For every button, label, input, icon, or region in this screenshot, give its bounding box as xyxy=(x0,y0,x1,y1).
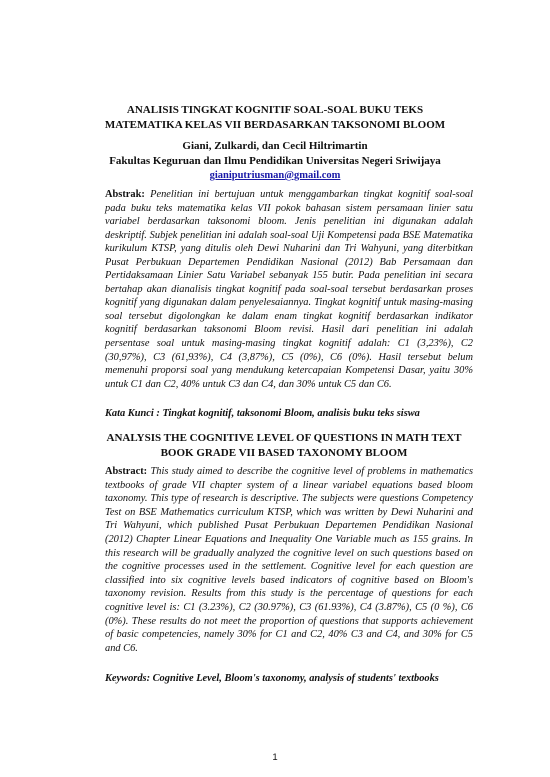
abstract-en-text: This study aimed to describe the cognitive level of problems in mathematics textbooks of grade VII chapter system of a linear variabel equations based bloom taxonomy. This type of research is descriptive. The subjects were questions Competency Test on BSE Mathematics curriculum KTSP, which was written by Dewi Nuharini and Tri Wahyuni, which published Pusat Perbukuan Departemen Pendidikan Nasional (2012) Chapter Linear Equations and Inequality One Variable much as 155 grains. In this research will be gradually analyzed the cognitive level on such questions based on the cognitive processes used in the settlement. Cognitive level for each question are classified into six cognitive levels based indicators of cognitive based on Bloom's taxonomy revision. Results from this study is the percentage of questions for each cognitive level is: C1 (3.23%), C2 (30.97%), C3 (61.93%), C4 (3.87%), C5 (0 %), C6 (0%). These results do not meet the proportion of questions that supports achievement of basic competencies, namely 30% for C1 and C2, 40% C3 and C4, and 30% for C5 and C6. xyxy=(105,466,473,654)
author-block xyxy=(95,139,455,169)
title-line-2: MATEMATIKA KELAS VII BERDASARKAN TAKSONOMI BLOOM xyxy=(104,119,446,131)
paper-title xyxy=(95,103,455,133)
keywords-indonesian: Kata Kunci : Tingkat kognitif, taksonomi Bloom, analisis buku teks siswa xyxy=(105,408,420,419)
english-title-line-2: BOOK GRADE VII BASED TAXONOMY BLOOM xyxy=(160,447,408,459)
author-affiliation: Fakultas Keguruan dan Ilmu Pendidikan Universitas Negeri Sriwijaya xyxy=(109,155,441,167)
abstract-indonesian xyxy=(105,188,473,391)
page-number: 1 xyxy=(272,752,278,763)
abstract-en-label xyxy=(105,466,147,477)
keywords-english: Keywords: Cognitive Level, Bloom's taxonomy, analysis of students' textbooks xyxy=(105,673,439,684)
english-title xyxy=(95,431,473,461)
abstract-english xyxy=(105,465,473,655)
title-line-1: ANALISIS TINGKAT KOGNITIF SOAL-SOAL BUKU TEKS xyxy=(126,104,424,116)
abstract-en-label-colon: : xyxy=(143,466,148,477)
author-names: Giani, Zulkardi, dan Cecil Hiltrimartin xyxy=(182,140,368,152)
abstract-text: Penelitian ini bertujuan untuk menggambarkan tingkat kognitif soal-soal pada buku teks matematika kelas VII pokok bahasan sistem persamaan linier satu variabel berdasarkan taksonomi bloom. Jenis penelitian ini digunakan adalah deskriptif. Subjek penelitian ini adalah soal-soal Uji Kompetensi pada BSE Matematika kurikulum KTSP, yang ditulis oleh Dewi Nuharini dan Tri Wahyuni, yang diterbitkan Pusat Perbukuan Departemen Pendidikan Nasional (2012) Bab Persamaan dan Pertidaksamaan Linier Satu Variabel sebanyak 155 butir. Pada penelitian ini secara bertahap akan dianalisis tingkat kognitif pada soal-soal tersebut berdasarkan proses kognitif yang digunakan dalam penyelesaiannya. Tingkat kognitif untuk masing-masing soal tersebut digolongkan ke dalam enam tingkat kognitif berdasarkan indikator kognitif berdasarkan taksonomi Bloom revisi. Hasil dari penelitian ini adalah persentase soal untuk masing-masing tingkat kognitif adalah: C1 (3,23%), C2 (30,97%), C3 (61,93%), C4 (3,87%), C5 (0%), C6 (0%). Hasil tersebut belum memenuhi proporsi soal yang mendukung ketercapaian Kompetensi Dasar, yaitu 30% untuk C1 dan C2, 40% untuk C3 dan C4, dan 30% untuk C5 dan C6. xyxy=(105,189,473,390)
author-email-link[interactable]: gianiputriusman@gmail.com xyxy=(209,170,341,181)
abstract-en-label-word: Abstract xyxy=(105,466,144,477)
abstract-label: Abstrak: xyxy=(105,189,145,200)
english-title-line-1: ANALYSIS THE COGNITIVE LEVEL OF QUESTIONS IN MATH TEXT xyxy=(106,432,462,444)
